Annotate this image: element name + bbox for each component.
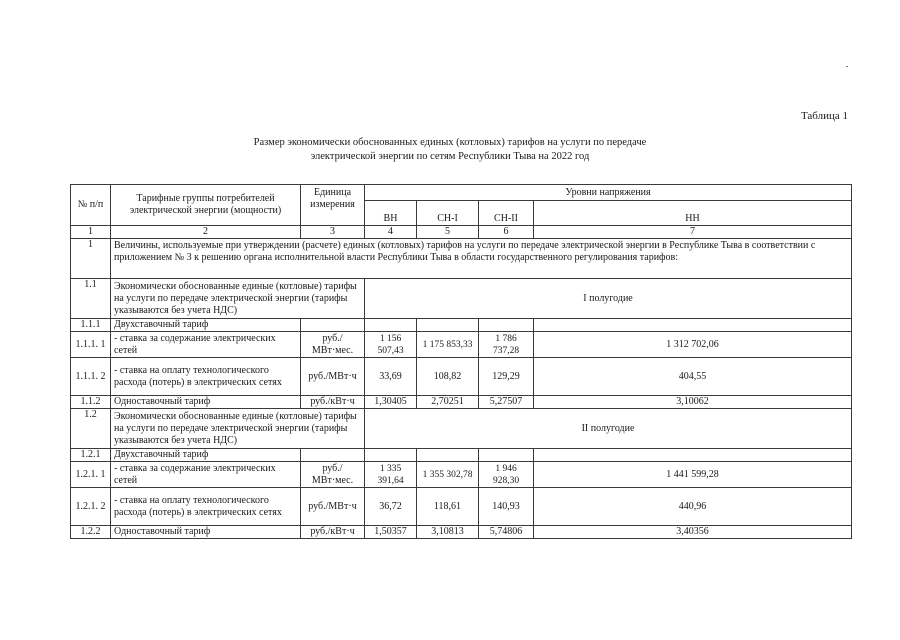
header-num: № п/п — [71, 185, 111, 226]
row-text: - ставка за содержание электрических сетей — [111, 332, 301, 358]
value-sn1: 108,82 — [417, 358, 479, 396]
value-nn: 1 312 702,06 — [534, 332, 852, 358]
index-cell: 2 — [111, 226, 301, 239]
period-label: I полугодие — [365, 279, 852, 319]
row-text: Экономически обоснованные единые (котловые) тарифы на услуги по передаче электрической энергии (тарифы указываются без учета НДС) — [111, 279, 365, 319]
value-nn: 1 441 599,28 — [534, 462, 852, 488]
row-number: 1.2 — [71, 409, 111, 449]
header-voltage-levels: Уровни напряжения — [365, 185, 852, 201]
value-vn: 1 156 507,43 — [365, 332, 417, 358]
table-row — [71, 396, 852, 409]
empty-cell — [417, 319, 479, 332]
value-sn1: 2,70251 — [417, 396, 479, 409]
header-unit: Единица измерения — [301, 185, 365, 226]
table-row — [71, 319, 852, 332]
value-nn: 3,10062 — [534, 396, 852, 409]
table-row — [71, 462, 852, 488]
empty-cell — [301, 319, 365, 332]
index-cell: 1 — [71, 226, 111, 239]
header-sn2: СН-II — [479, 201, 534, 226]
value-vn: 1 335 391,64 — [365, 462, 417, 488]
title-line-2: электрической энергии по сетям Республики Тыва на 2022 год — [310, 151, 590, 162]
row-number: 1.2.1 — [71, 449, 111, 462]
unit-cell: руб./кВт·ч — [301, 526, 365, 539]
header-sn1: СН-I — [417, 201, 479, 226]
row-text: Экономически обоснованные единые (котловые) тарифы на услуги по передаче электрической энергии (тарифы указываются без учета НДС) — [111, 409, 365, 449]
tariff-table — [70, 184, 852, 539]
value-sn2: 140,93 — [479, 488, 534, 526]
value-vn: 33,69 — [365, 358, 417, 396]
empty-cell — [534, 319, 852, 332]
empty-cell — [365, 449, 417, 462]
row-number: 1.2.1. 1 — [71, 462, 111, 488]
table-row — [71, 239, 852, 279]
value-sn1: 1 355 302,78 — [417, 462, 479, 488]
unit-cell: руб./МВт·мес. — [301, 462, 365, 488]
header-nn: НН — [534, 201, 852, 226]
value-sn2: 129,29 — [479, 358, 534, 396]
header-row-1 — [71, 185, 852, 201]
row-text: Одноставочный тариф — [111, 396, 301, 409]
table-row — [71, 449, 852, 462]
row-text: Двухставочный тариф — [111, 449, 301, 462]
row-number: 1 — [71, 239, 111, 279]
empty-cell — [479, 319, 534, 332]
table-label: Таблица 1 — [800, 110, 848, 122]
unit-cell: руб./кВт·ч — [301, 396, 365, 409]
value-nn: 440,96 — [534, 488, 852, 526]
row-text: - ставка на оплату технологического расхода (потерь) в электрических сетях — [111, 488, 301, 526]
table-row — [71, 409, 852, 449]
index-cell: 3 — [301, 226, 365, 239]
unit-cell: руб./МВт·ч — [301, 488, 365, 526]
value-nn: 404,55 — [534, 358, 852, 396]
document-title — [180, 136, 720, 164]
table-row — [71, 526, 852, 539]
row-text: Одноставочный тариф — [111, 526, 301, 539]
row-text: Двухставочный тариф — [111, 319, 301, 332]
value-sn2: 1 946 928,30 — [479, 462, 534, 488]
period-label: II полугодие — [365, 409, 852, 449]
header-vn: ВН — [365, 201, 417, 226]
index-cell: 4 — [365, 226, 417, 239]
row-number: 1.1 — [71, 279, 111, 319]
row-number: 1.1.2 — [71, 396, 111, 409]
empty-cell — [417, 449, 479, 462]
value-vn: 1,50357 — [365, 526, 417, 539]
empty-cell — [365, 319, 417, 332]
value-sn2: 5,27507 — [479, 396, 534, 409]
value-vn: 1,30405 — [365, 396, 417, 409]
title-line-1: Размер экономически обоснованных единых (котловых) тарифов на услуги по передаче — [253, 137, 647, 148]
value-sn1: 3,10813 — [417, 526, 479, 539]
row-number: 1.1.1. 1 — [71, 332, 111, 358]
scan-mark — [846, 66, 848, 67]
empty-cell — [534, 449, 852, 462]
row-number: 1.2.1. 2 — [71, 488, 111, 526]
unit-cell: руб./МВт·ч — [301, 358, 365, 396]
row-text: Величины, используемые при утверждении (расчете) единых (котловых) тарифов на услуги по передаче электрической энергии в Республике Тыва в соответствии с приложением № 3 к решению органа исполнительной власти Республики Тыва в области государственного регулирования тарифов: — [111, 239, 852, 279]
unit-cell: руб./МВт·мес. — [301, 332, 365, 358]
header-group: Тарифные группы потребителей электрической энергии (мощности) — [111, 185, 301, 226]
row-number: 1.1.1 — [71, 319, 111, 332]
table-row — [71, 332, 852, 358]
index-cell: 6 — [479, 226, 534, 239]
column-index-row — [71, 226, 852, 239]
row-number: 1.2.2 — [71, 526, 111, 539]
row-number: 1.1.1. 2 — [71, 358, 111, 396]
row-text: - ставка за содержание электрических сетей — [111, 462, 301, 488]
value-sn1: 1 175 853,33 — [417, 332, 479, 358]
empty-cell — [479, 449, 534, 462]
table-row — [71, 279, 852, 319]
row-text: - ставка на оплату технологического расхода (потерь) в электрических сетях — [111, 358, 301, 396]
empty-cell — [301, 449, 365, 462]
value-sn1: 118,61 — [417, 488, 479, 526]
value-sn2: 5,74806 — [479, 526, 534, 539]
index-cell: 7 — [534, 226, 852, 239]
table-row — [71, 358, 852, 396]
value-vn: 36,72 — [365, 488, 417, 526]
table-row — [71, 488, 852, 526]
value-sn2: 1 786 737,28 — [479, 332, 534, 358]
value-nn: 3,40356 — [534, 526, 852, 539]
index-cell: 5 — [417, 226, 479, 239]
